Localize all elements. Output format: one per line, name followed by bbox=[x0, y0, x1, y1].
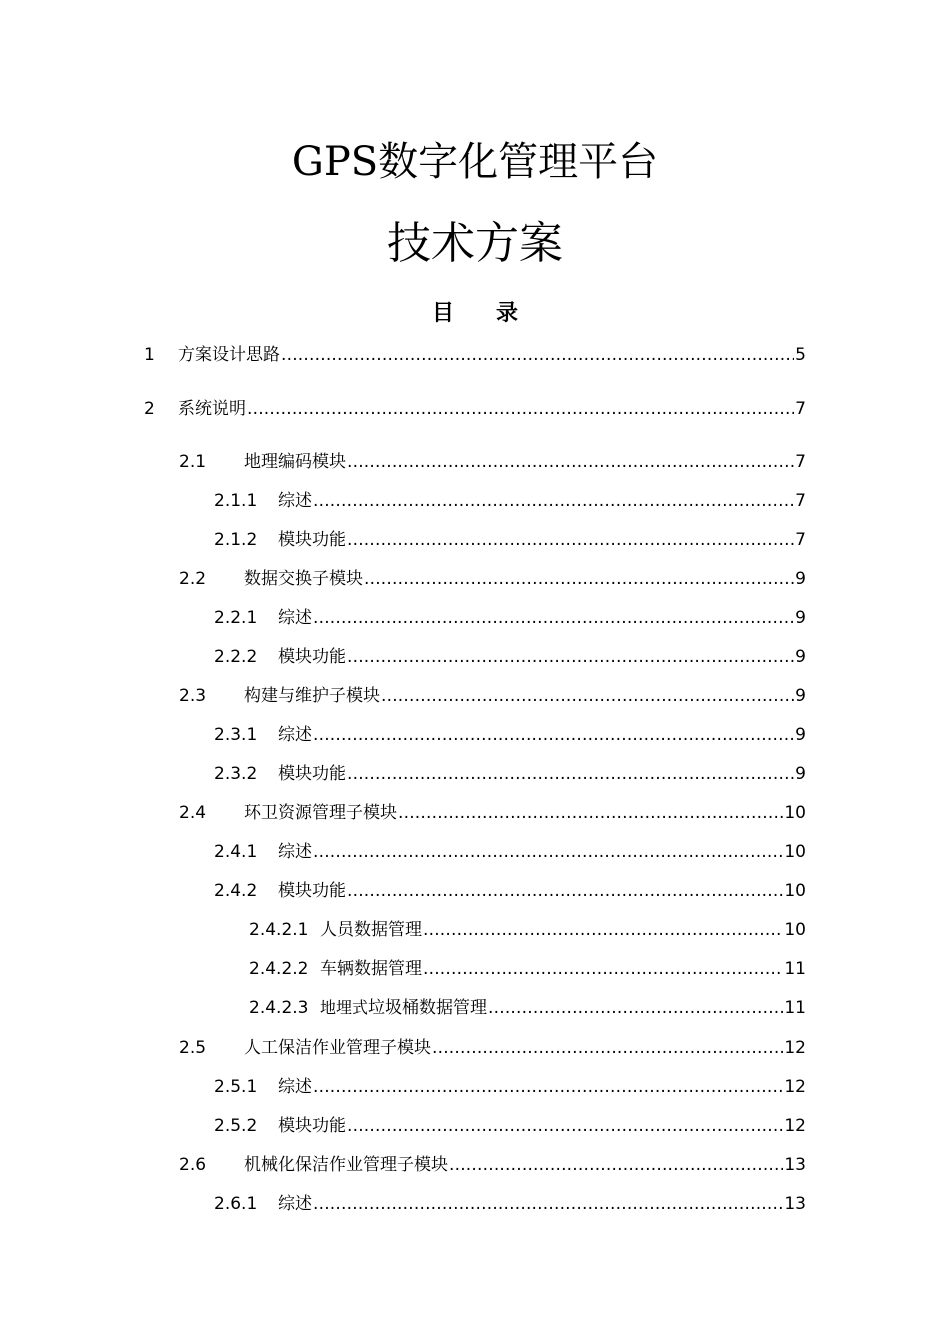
toc-dot-leader bbox=[313, 489, 794, 513]
toc-entry-page-number: 7 bbox=[795, 491, 806, 511]
toc-entry-label bbox=[244, 1153, 448, 1177]
toc-entry-label bbox=[278, 840, 312, 864]
toc-dot-leader bbox=[247, 397, 794, 421]
toc-entry-label-text: 综述 bbox=[278, 725, 312, 745]
toc-entry-page-number: 7 bbox=[795, 452, 806, 472]
toc-entry-page-number: 12 bbox=[784, 1116, 806, 1136]
toc-entry-number: 2.2.1 bbox=[214, 608, 258, 628]
toc-entry-number: 2.2 bbox=[179, 569, 207, 589]
toc-entry[interactable] bbox=[144, 397, 806, 421]
toc-entry-number: 2.4.2.2 bbox=[249, 959, 309, 979]
toc-entry-label-text: 机械化保洁作业管理子模块 bbox=[244, 1155, 448, 1175]
toc-dot-leader bbox=[347, 450, 794, 474]
toc-entry-label bbox=[244, 801, 397, 825]
toc-entry-page-number: 11 bbox=[784, 959, 806, 979]
toc-entry-page-number: 9 bbox=[795, 569, 806, 589]
toc-dot-leader bbox=[423, 918, 783, 942]
toc-entry-label-text: 模块功能 bbox=[278, 764, 346, 784]
toc-dot-leader bbox=[449, 1153, 783, 1177]
toc-dot-leader bbox=[381, 684, 794, 708]
toc-entry-label-text: 模块功能 bbox=[278, 647, 346, 667]
toc-dot-leader bbox=[423, 957, 783, 981]
document-subtitle: 技术方案 bbox=[387, 218, 563, 269]
toc-entry[interactable] bbox=[214, 723, 806, 747]
toc-dot-leader bbox=[364, 567, 794, 591]
toc-entry-page-number: 12 bbox=[784, 1038, 806, 1058]
toc-entry-number: 2.4.2.3 bbox=[249, 998, 309, 1018]
toc-dot-leader bbox=[398, 801, 783, 825]
toc-entry-label bbox=[178, 397, 246, 421]
toc-entry[interactable] bbox=[214, 879, 806, 903]
toc-entry-page-number: 12 bbox=[784, 1077, 806, 1097]
toc-entry-label bbox=[244, 450, 346, 474]
toc-dot-leader bbox=[347, 1114, 783, 1138]
toc-entry-label-text: 综述 bbox=[278, 491, 312, 511]
toc-entry-label-text: 模块功能 bbox=[278, 530, 346, 550]
toc-entry-label-text: 车辆数据管理 bbox=[320, 959, 422, 979]
toc-dot-leader bbox=[432, 1036, 783, 1060]
toc-entry-label bbox=[244, 567, 363, 591]
toc-entry-label-text: 地理编码模块 bbox=[244, 452, 346, 472]
toc-entry-number: 2.4.2.1 bbox=[249, 920, 309, 940]
toc-dot-leader bbox=[347, 762, 794, 786]
toc-entry[interactable] bbox=[214, 840, 806, 864]
toc-dot-leader bbox=[313, 840, 783, 864]
toc-entry-page-number: 10 bbox=[784, 842, 806, 862]
toc-entry[interactable] bbox=[249, 996, 806, 1020]
toc-entry-label-text: 构建与维护子模块 bbox=[244, 686, 380, 706]
toc-entry-label bbox=[278, 528, 346, 552]
toc-entry-label bbox=[278, 1114, 346, 1138]
toc-entry[interactable] bbox=[214, 528, 806, 552]
toc-heading-left: 目 bbox=[431, 300, 454, 326]
toc-entry[interactable] bbox=[249, 918, 806, 942]
toc-entry-label-text: 数据交换子模块 bbox=[244, 569, 363, 589]
toc-entry-page-number: 5 bbox=[795, 345, 806, 365]
toc-entry-label-text: 综述 bbox=[278, 1194, 312, 1214]
toc-entry[interactable] bbox=[214, 1114, 806, 1138]
toc-dot-leader bbox=[313, 1075, 783, 1099]
toc-entry-page-number: 9 bbox=[795, 764, 806, 784]
toc-entry-number: 1 bbox=[144, 345, 155, 365]
toc-entry-label bbox=[278, 489, 312, 513]
toc-dot-leader bbox=[313, 1192, 783, 1216]
toc-entry-label-text: 人员数据管理 bbox=[320, 920, 422, 940]
toc-entry-label bbox=[278, 723, 312, 747]
toc-dot-leader bbox=[313, 606, 794, 630]
toc-entry-number: 2.2.2 bbox=[214, 647, 258, 667]
toc-entry[interactable] bbox=[179, 1153, 806, 1177]
toc-entry-number: 2.3.2 bbox=[214, 764, 258, 784]
toc-entry-page-number: 13 bbox=[784, 1155, 806, 1175]
toc-entry-label bbox=[278, 1075, 312, 1099]
toc-entry[interactable] bbox=[179, 801, 806, 825]
toc-entry-page-number: 10 bbox=[784, 920, 806, 940]
toc-entry-number: 2.6.1 bbox=[214, 1194, 258, 1214]
toc-entry-page-number: 9 bbox=[795, 725, 806, 745]
toc-entry-label bbox=[320, 918, 422, 942]
toc-entry-label-text: 模块功能 bbox=[278, 1116, 346, 1136]
toc-entry-number: 2 bbox=[144, 399, 155, 419]
toc-entry-number: 2.5 bbox=[179, 1038, 207, 1058]
toc-entry[interactable] bbox=[214, 645, 806, 669]
toc-entry-label bbox=[278, 879, 346, 903]
toc-entry[interactable] bbox=[179, 567, 806, 591]
toc-entry-number: 2.1.1 bbox=[214, 491, 258, 511]
toc-dot-leader bbox=[347, 879, 783, 903]
toc-entry-number: 2.5.2 bbox=[214, 1116, 258, 1136]
toc-entry-label-text: 人工保洁作业管理子模块 bbox=[244, 1038, 431, 1058]
toc-entry-label-text: 方案设计思路 bbox=[178, 345, 280, 365]
toc-heading-right: 录 bbox=[496, 300, 519, 326]
toc-entry-label-text: 环卫资源管理子模块 bbox=[244, 803, 397, 823]
toc-entry-number: 2.4.1 bbox=[214, 842, 258, 862]
toc-entry-page-number: 7 bbox=[795, 399, 806, 419]
toc-entry-label bbox=[244, 1036, 431, 1060]
toc-dot-leader bbox=[347, 528, 794, 552]
toc-entry-number: 2.1.2 bbox=[214, 530, 258, 550]
toc-entry-number: 2.3 bbox=[179, 686, 207, 706]
toc-entry-label bbox=[278, 645, 346, 669]
toc-entry-page-number: 10 bbox=[784, 803, 806, 823]
toc-entry[interactable] bbox=[214, 489, 806, 513]
toc-entry-page-number: 10 bbox=[784, 881, 806, 901]
toc-entry-label bbox=[320, 996, 487, 1020]
toc-entry-label-text: 系统说明 bbox=[178, 399, 246, 419]
toc-entry-label bbox=[178, 343, 280, 367]
toc-entry[interactable] bbox=[214, 762, 806, 786]
toc-entry-label bbox=[244, 684, 380, 708]
toc-entry-number: 2.3.1 bbox=[214, 725, 258, 745]
toc-entry-label bbox=[278, 1192, 312, 1216]
toc-entry-label-text: 综述 bbox=[278, 608, 312, 628]
toc-entry-number: 2.5.1 bbox=[214, 1077, 258, 1097]
toc-entry-number: 2.4.2 bbox=[214, 881, 258, 901]
toc-entry-label-prefix: 地埋式 bbox=[320, 998, 369, 1017]
toc-entry[interactable] bbox=[214, 1075, 806, 1099]
toc-entry-number: 2.4 bbox=[179, 803, 207, 823]
toc-entry-page-number: 11 bbox=[784, 998, 806, 1018]
toc-entry[interactable] bbox=[214, 606, 806, 630]
toc-entry-page-number: 7 bbox=[795, 530, 806, 550]
toc-dot-leader bbox=[488, 996, 783, 1020]
toc-entry[interactable] bbox=[249, 957, 806, 981]
toc-entry-label-text: 垃圾桶数据管理 bbox=[368, 998, 488, 1018]
toc-entry-page-number: 9 bbox=[795, 686, 806, 706]
toc-entry-label bbox=[278, 606, 312, 630]
toc-entry[interactable] bbox=[179, 1036, 806, 1060]
toc-entry-page-number: 9 bbox=[795, 608, 806, 628]
toc-entry-label bbox=[278, 762, 346, 786]
toc-entry-page-number: 13 bbox=[784, 1194, 806, 1214]
toc-entry-label-text: 综述 bbox=[278, 842, 312, 862]
toc-dot-leader bbox=[313, 723, 794, 747]
toc-dot-leader bbox=[281, 343, 794, 367]
toc-entry[interactable] bbox=[179, 450, 806, 474]
toc-entry-label-text: 模块功能 bbox=[278, 881, 346, 901]
document-title: GPS数字化管理平台 bbox=[291, 139, 659, 185]
toc-entry-label bbox=[320, 957, 422, 981]
toc-entry-number: 2.1 bbox=[179, 452, 207, 472]
toc-entry-page-number: 9 bbox=[795, 647, 806, 667]
toc-entry[interactable] bbox=[144, 343, 806, 367]
toc-entry-number: 2.6 bbox=[179, 1155, 207, 1175]
toc-entry[interactable] bbox=[214, 1192, 806, 1216]
toc-entry[interactable] bbox=[179, 684, 806, 708]
toc-dot-leader bbox=[347, 645, 794, 669]
toc-entry-label-text: 综述 bbox=[278, 1077, 312, 1097]
